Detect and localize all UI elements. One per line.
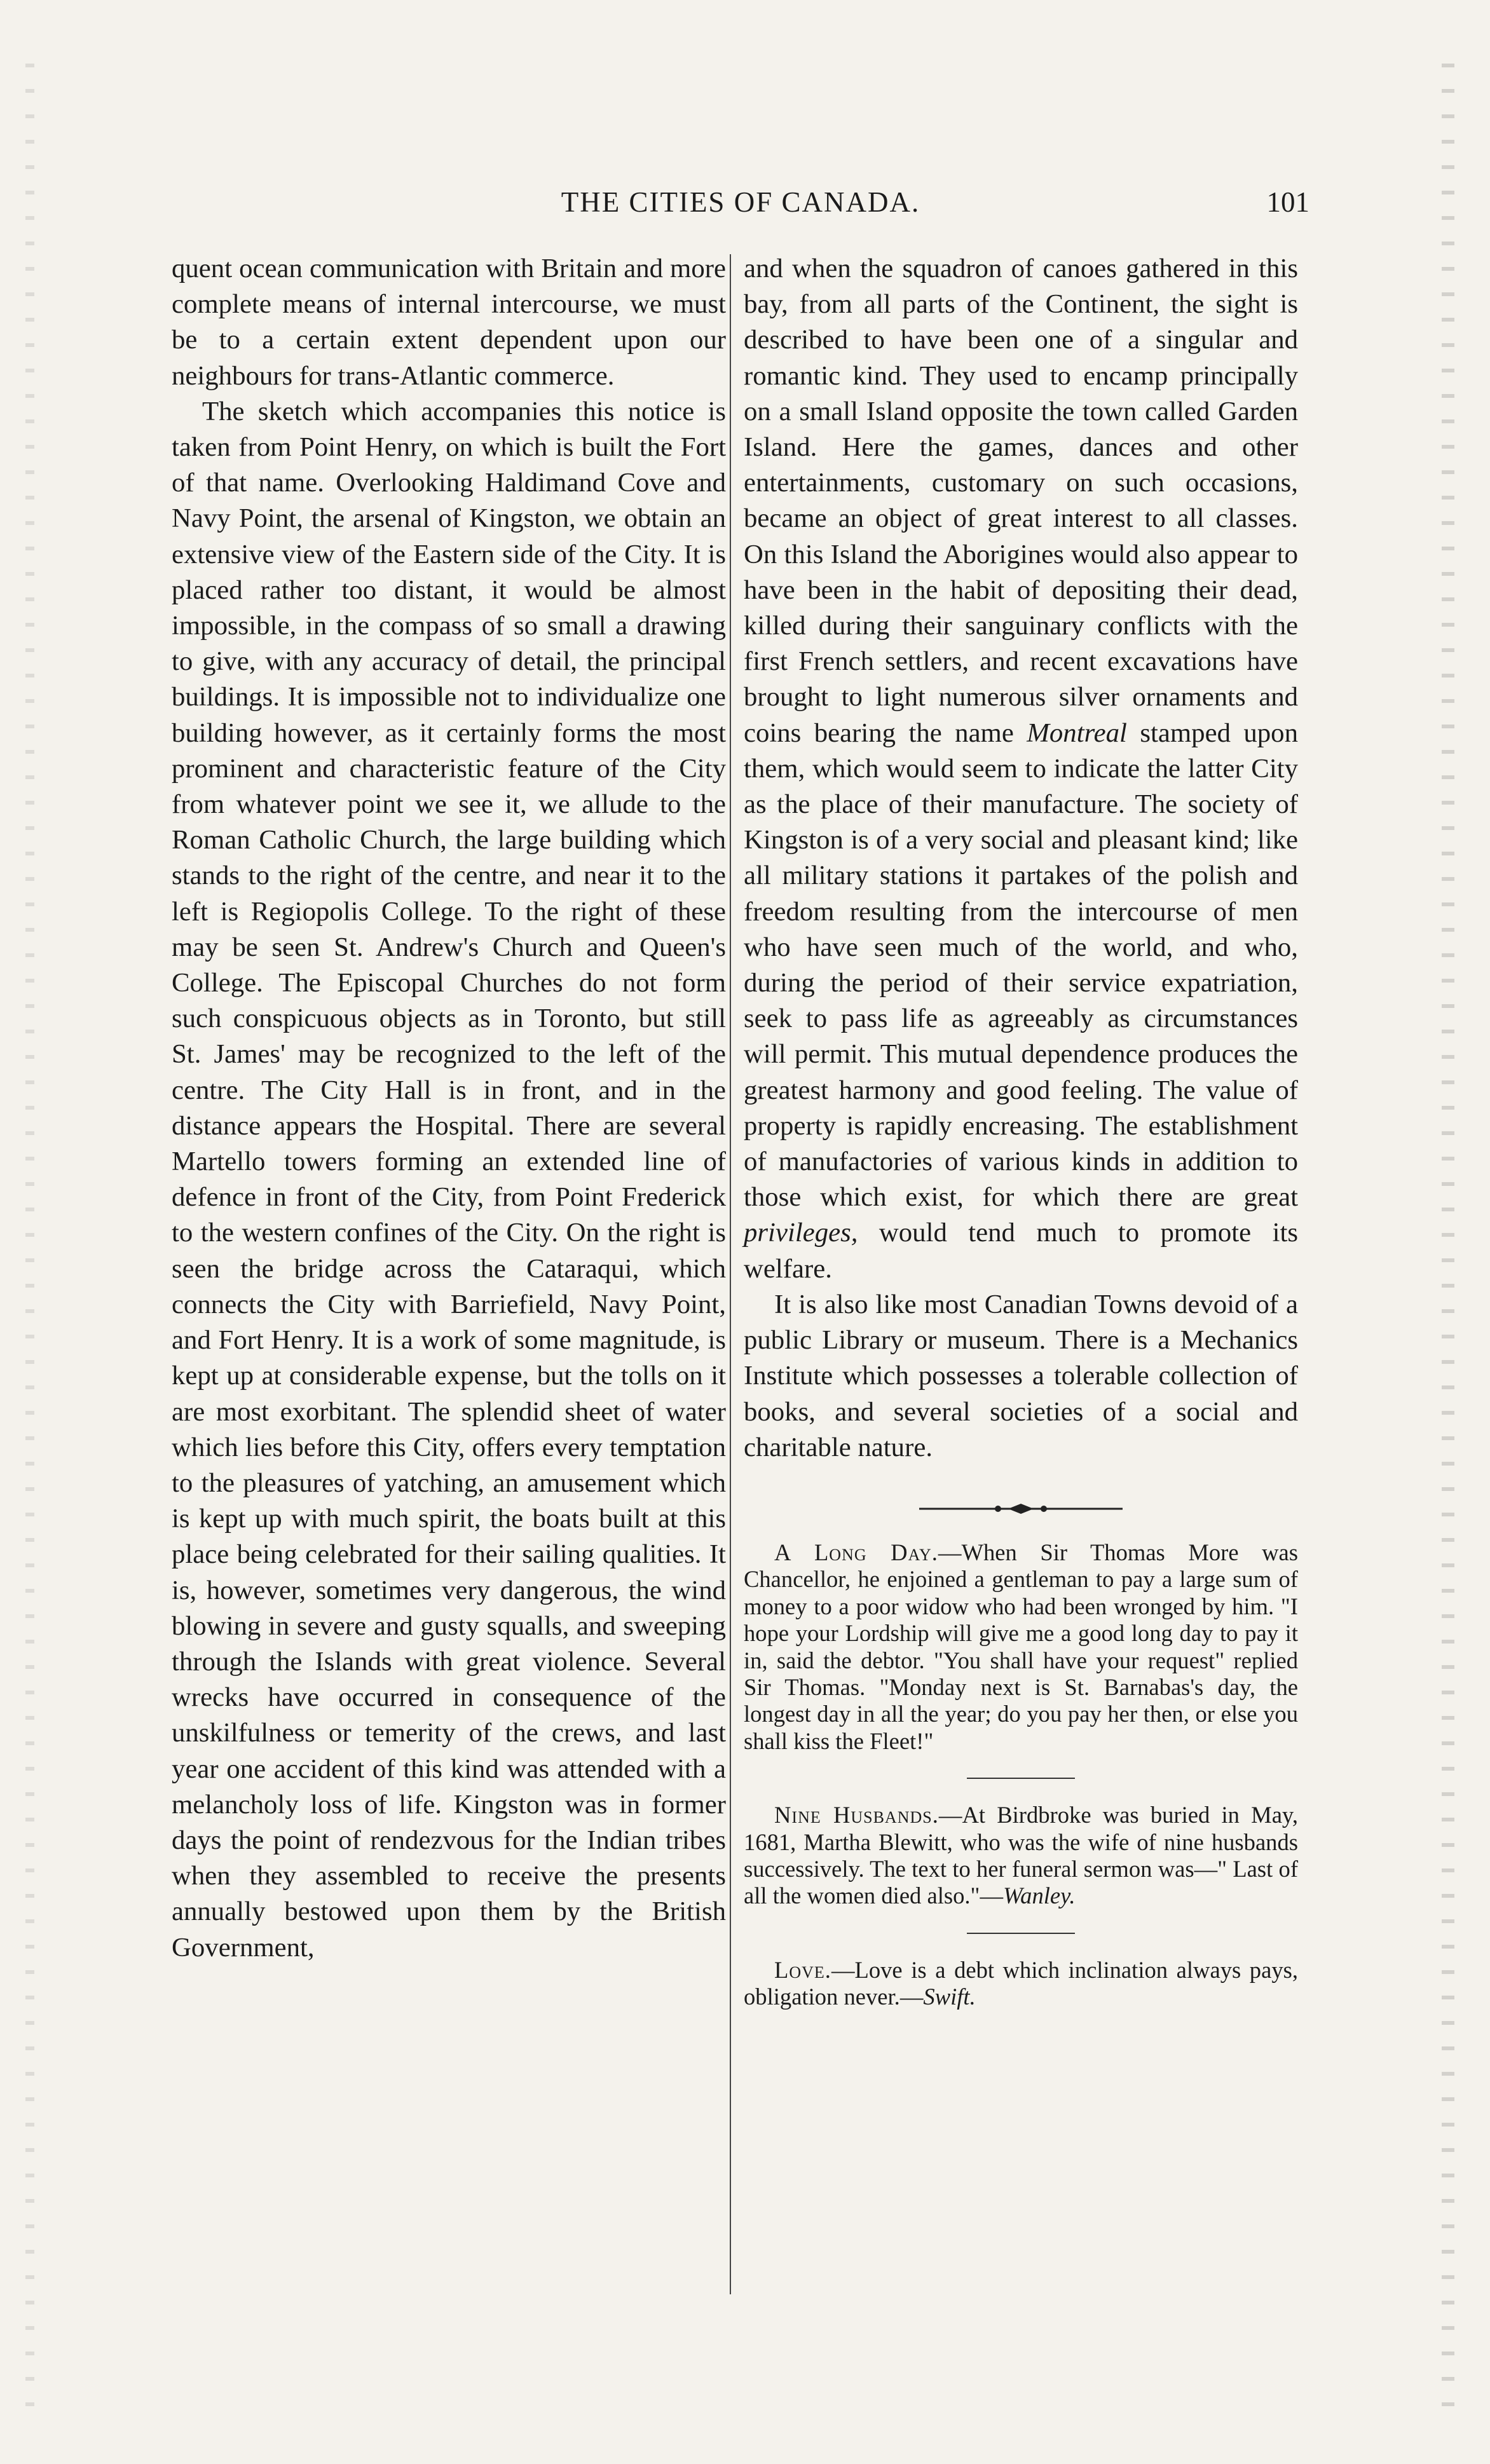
rule: [967, 1933, 1075, 1934]
anecdote-heading: Love.: [774, 1956, 831, 1983]
paragraph: It is also like most Canadian Towns devoid of a public Library or museum. There is a Mechanics Institute which possesses a tolerable collection of books, and several societies of a social and charitable nature.: [744, 1289, 1298, 1462]
paragraph: The sketch which accompanies this notice is taken from Point Henry, on which is built the Fort of that name. Overlooking Haldimand Cove and Navy Point, the arsenal of Kingston, we obtain an extensive view of the Eastern side of the City. It is placed rather too distant, it would be almost impossible, in the compass of so small a drawing to give, with any accuracy of detail, the principal buildings. It is impossible not to individualize one building however, as it certainly forms the most prominent and characteristic feature of the City from whatever point we see it, we allude to the Roman Catholic Church, the large building which stands to the right of the centre, and near it to the left is Regiopolis College. To the right of these may be seen St. Andrew's Church and Queen's College. The Episcopal Churches do not form such conspicuous objects as in Toronto, but still St. James' may be recognized to the left of the centre. The City Hall is in front, and in the distance appears the Hospital. There are several Martello towers forming an extended line of defence in front of the City, from Point Frederick to the western confines of the City. On the right is seen the bridge across the Cataraqui, which connects the City with Barriefield, Navy Point, and Fort Henry. It is a work of some magnitude, is kept up at considerable expense, but the tolls on it are most exorbitant. The splendid sheet of water which lies before this City, offers every temptation to the pleasures of yatching, an amusement which is kept up with much spirit, the boats built at this place being celebrated for their sailing qualities. It is, however, sometimes very dangerous, the wind blowing in severe and gusty squalls, and sweeping through the Islands with great violence. Several wrecks have occurred in consequence of the unskilfulness or temerity of the crews, and last year one accident of this kind was attended with a melancholy loss of life. Kingston was in former days the point of rendezvous for the Indian tribes when they assembled to receive the presents annually bestowed upon them by the British Government,: [172, 396, 726, 1963]
anecdote-source: Wanley.: [1003, 1882, 1076, 1909]
anecdote-nine-husbands: [744, 1802, 1298, 1910]
text-run: stamped upon them, which would seem to indicate the latter City as the place of their manufacture. The society of Kingston is of a very social and pleasant kind; like all military stations it partakes of the polish and freedom resulting from the intercourse of men who have seen much of the world, and who, during the period of their service expatriation, seek to pass life as agreeably as circumstances will permit. This mutual dependence produces the greatest harmony and good feeling. The value of property is rapidly encreasing. The establishment of manufactories of various kinds in addition to those which exist, for which there are great: [744, 718, 1298, 1213]
anecdote-heading: Nine Husbands.: [774, 1802, 939, 1828]
italic-text: privileges,: [744, 1218, 858, 1248]
ornament-divider: [919, 1501, 1123, 1516]
anecdote-text: —When Sir Thomas More was Chancellor, he enjoined a gentleman to pay a large sum of money to a poor widow who had been wronged by him. "I hope your Lordship will give me a good long day to pay it in, said the debtor. "You shall have your request" replied Sir Thomas. "Monday next is St. Barnabas's day, the longest day in all the year; do you pay her then, or else you shall kiss the Fleet!": [744, 1539, 1298, 1754]
paragraph: [744, 251, 1298, 1287]
italic-text: Montreal: [1027, 718, 1127, 748]
scan-edge-right: [1442, 64, 1454, 2415]
scan-edge-left: [25, 64, 34, 2415]
anecdote-love: [744, 1957, 1298, 2011]
text-run: would tend much to promote its welfare.: [744, 1218, 1298, 1284]
paragraph: quent ocean communication with Britain and more complete means of internal intercourse, we must be to a certain extent dependent upon our neighbours for trans-Atlantic commerce.: [172, 254, 726, 391]
right-column: [744, 251, 1298, 2011]
anecdote-source: Swift.: [923, 1984, 976, 2010]
anecdote-text: —At Birdbroke was buried in May, 1681, Martha Blewitt, who was the wife of nine husbands successively. The text to her funeral sermon was—" Last of all the women died also."—: [744, 1802, 1298, 1909]
page-header: [172, 186, 1309, 228]
anecdote-text: —Love is a debt which inclination always pays, obligation never.—: [744, 1956, 1298, 2010]
anecdote-long-day: [744, 1539, 1298, 1755]
column-divider: [730, 254, 731, 2294]
running-title: THE CITIES OF CANADA.: [561, 186, 920, 218]
text-run: and when the squadron of canoes gathered in this bay, from all parts of the Continent, the sight is described to have been one of a singular and romantic kind. They used to encamp principally on a small Island opposite the town called Garden Island. Here the games, dances and other entertainments, customary on such occasions, became an object of great interest to all classes. On this Island the Aborigines would also appear to have been in the habit of depositing their dead, killed during their sanguinary conflicts with the first French settlers, and recent excavations have brought to light numerous silver ornaments and coins bearing the name: [744, 254, 1298, 748]
page-number: 101: [1266, 186, 1309, 218]
left-column: [172, 251, 726, 1966]
rule: [967, 1778, 1075, 1779]
anecdote-heading: A Long Day.: [774, 1539, 938, 1565]
anecdotes: [744, 1539, 1298, 2011]
